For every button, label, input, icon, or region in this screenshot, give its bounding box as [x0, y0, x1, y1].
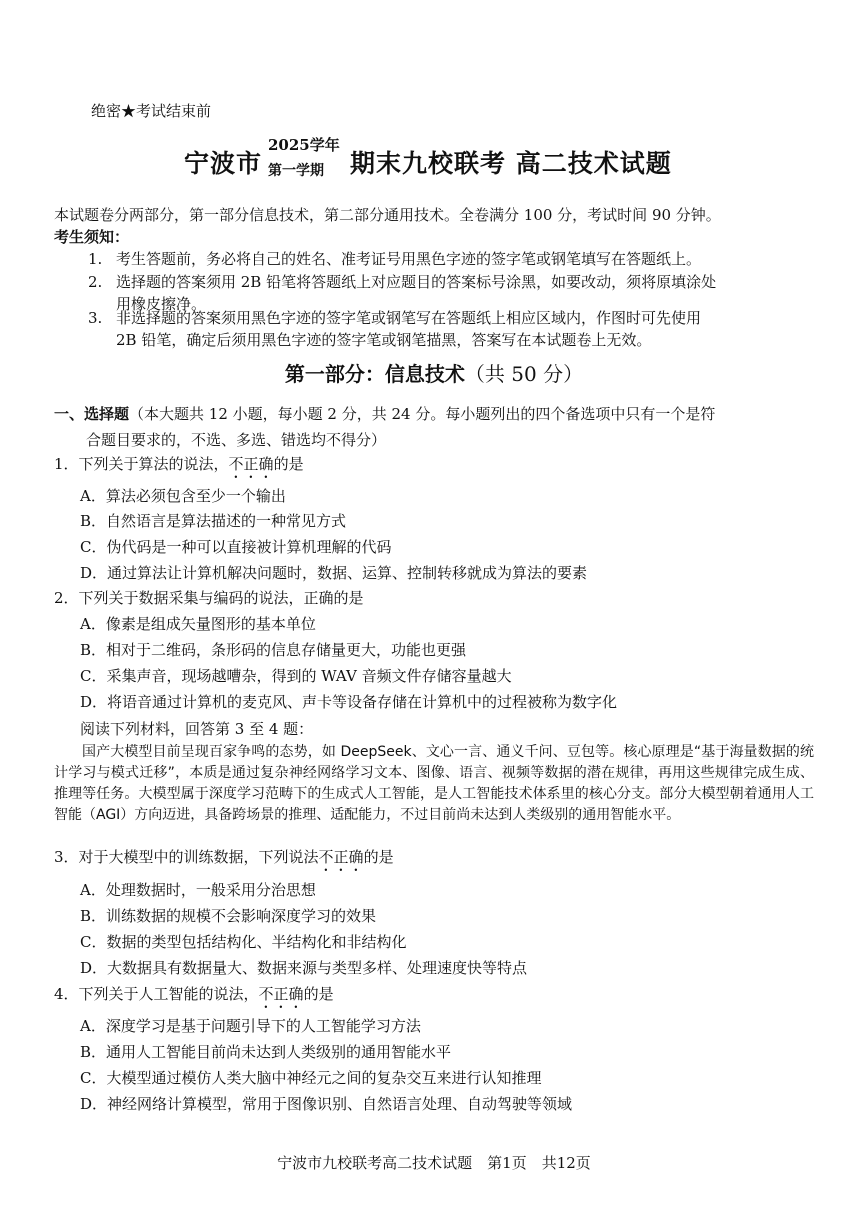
page-footer: 宁波市九校联考高二技术试题 第1页 共12页 — [277, 1154, 591, 1172]
section-title: 第一部分：信息技术 — [284, 362, 465, 386]
section-score: （共 50 分） — [464, 362, 584, 386]
rule-number: 2. — [88, 273, 103, 291]
reading-material: 国产大模型目前呈现百家争鸣的态势，如 DeepSeek、文心一言、通义千问、豆包等。核心原理是“基于海量数据的统计学习与模式迁移”，本质是通过复杂神经网络学习文本、图像、语言、视频等数据的潜在规律，再用这些规律完成生成、推理等任务。大模型属于深度学习范畴下的生成式人工智能，是人工智能技术体系里的核心分支。部分大模型朝着通用人工智能（AGI）方向迈进，具备跨场景的推理、适配能力，不过目前尚未达到人类级别的通用智能水平。 — [54, 744, 814, 823]
rule-text-wrap: 2B 铅笔，确定后须用黑色字迹的签字笔或钢笔描黑，答案写在本试题卷上无效。 — [116, 331, 652, 349]
notice-heading: 考生须知： — [54, 228, 130, 246]
stem-text: 1．下列关于算法的说法， — [54, 455, 229, 473]
title-term-stack — [268, 132, 340, 184]
answer-option: C．采集声音，现场越嘈杂，得到的 WAV 音频文件存储容量越大 — [80, 667, 512, 685]
answer-option: B．相对于二维码，条形码的信息存储量更大，功能也更强 — [80, 641, 467, 659]
part-desc: （本大题共 12 小题，每小题 2 分，共 24 分。每小题列出的四个备选项中只有一个是符 — [129, 405, 716, 423]
rule-number: 3. — [88, 309, 103, 327]
answer-option: B．训练数据的规模不会影响深度学习的效果 — [80, 907, 377, 925]
title-semester: 第一学期 — [268, 163, 324, 179]
answer-option: B．通用人工智能目前尚未达到人类级别的通用智能水平 — [80, 1043, 452, 1061]
exam-title — [184, 132, 704, 184]
stem-emphasis: 不正确 — [318, 848, 364, 866]
answer-option: D．大数据具有数据量大、数据来源与类型多样、处理速度快等特点 — [80, 959, 528, 977]
stem-text: 3．对于大模型中的训练数据，下列说法 — [54, 848, 319, 866]
answer-option: C．大模型通过模仿人类大脑中神经元之间的复杂交互来进行认知推理 — [80, 1069, 542, 1087]
title-rest: 期末九校联考 高二技术试题 — [350, 149, 672, 178]
answer-option: A．算法必须包含至少一个输出 — [80, 487, 286, 505]
stem-text-end: 的是 — [303, 985, 334, 1003]
confidential-mark: 绝密★考试结束前 — [91, 102, 212, 120]
answer-option: C．伪代码是一种可以直接被计算机理解的代码 — [80, 538, 392, 556]
section-heading — [0, 358, 868, 387]
answer-option: A．像素是组成矢量图形的基本单位 — [80, 615, 316, 633]
exam-intro: 本试题卷分两部分，第一部分信息技术，第二部分通用技术。全卷满分 100 分，考试时间 90 分钟。 — [54, 206, 721, 224]
answer-option: A．深度学习是基于问题引导下的人工智能学习方法 — [80, 1017, 421, 1035]
rule-text: 非选择题的答案须用黑色字迹的签字笔或钢笔写在答题纸上相应区域内，作图时可先使用 — [116, 309, 702, 327]
stem-emphasis: 不正确 — [258, 985, 304, 1003]
question-stem — [54, 453, 304, 482]
title-city: 宁波市 — [184, 149, 263, 178]
answer-option: C．数据的类型包括结构化、半结构化和非结构化 — [80, 933, 407, 951]
answer-option: A．处理数据时，一般采用分治思想 — [80, 881, 316, 899]
question-stem — [54, 587, 364, 616]
part-label: 一、选择题 — [54, 405, 130, 423]
question-stem — [54, 846, 394, 875]
stem-emphasis: 不正确 — [228, 455, 274, 473]
title-year: 2025学年 — [268, 136, 340, 154]
answer-option: D．神经网络计算模型，常用于图像识别、自然语言处理、自动驾驶等领域 — [80, 1095, 573, 1113]
notice-rule — [88, 307, 818, 351]
notice-rule — [88, 248, 818, 270]
answer-option: D．将语音通过计算机的麦克风、声卡等设备存储在计算机中的过程被称为数字化 — [80, 693, 618, 711]
stem-text: 2．下列关于数据采集与编码的说法，正确的是 — [54, 589, 364, 607]
rule-text-wrap: 用橡皮擦净。 — [116, 295, 207, 313]
stem-text-end: 的是 — [363, 848, 394, 866]
rule-number: 1. — [88, 250, 103, 268]
stem-text-end: 的是 — [273, 455, 304, 473]
answer-option: B．自然语言是算法描述的一种常见方式 — [80, 512, 347, 530]
answer-option: D．通过算法让计算机解决问题时，数据、运算、控制转移就成为算法的要素 — [80, 564, 588, 582]
rule-text: 选择题的答案须用 2B 铅笔将答题纸上对应题目的答案标号涂黑，如要改动，须将原填涂处 — [116, 273, 717, 291]
part-instructions — [54, 401, 824, 453]
material-lead: 阅读下列材料，回答第 3 至 4 题： — [80, 720, 314, 738]
stem-text: 4．下列关于人工智能的说法， — [54, 985, 259, 1003]
question-stem — [54, 983, 334, 1012]
part-desc-wrap: 合题目要求的，不选、多选、错选均不得分） — [86, 431, 387, 449]
rule-text: 考生答题前，务必将自己的姓名、准考证号用黑色字迹的签字笔或钢笔填写在答题纸上。 — [116, 250, 702, 268]
